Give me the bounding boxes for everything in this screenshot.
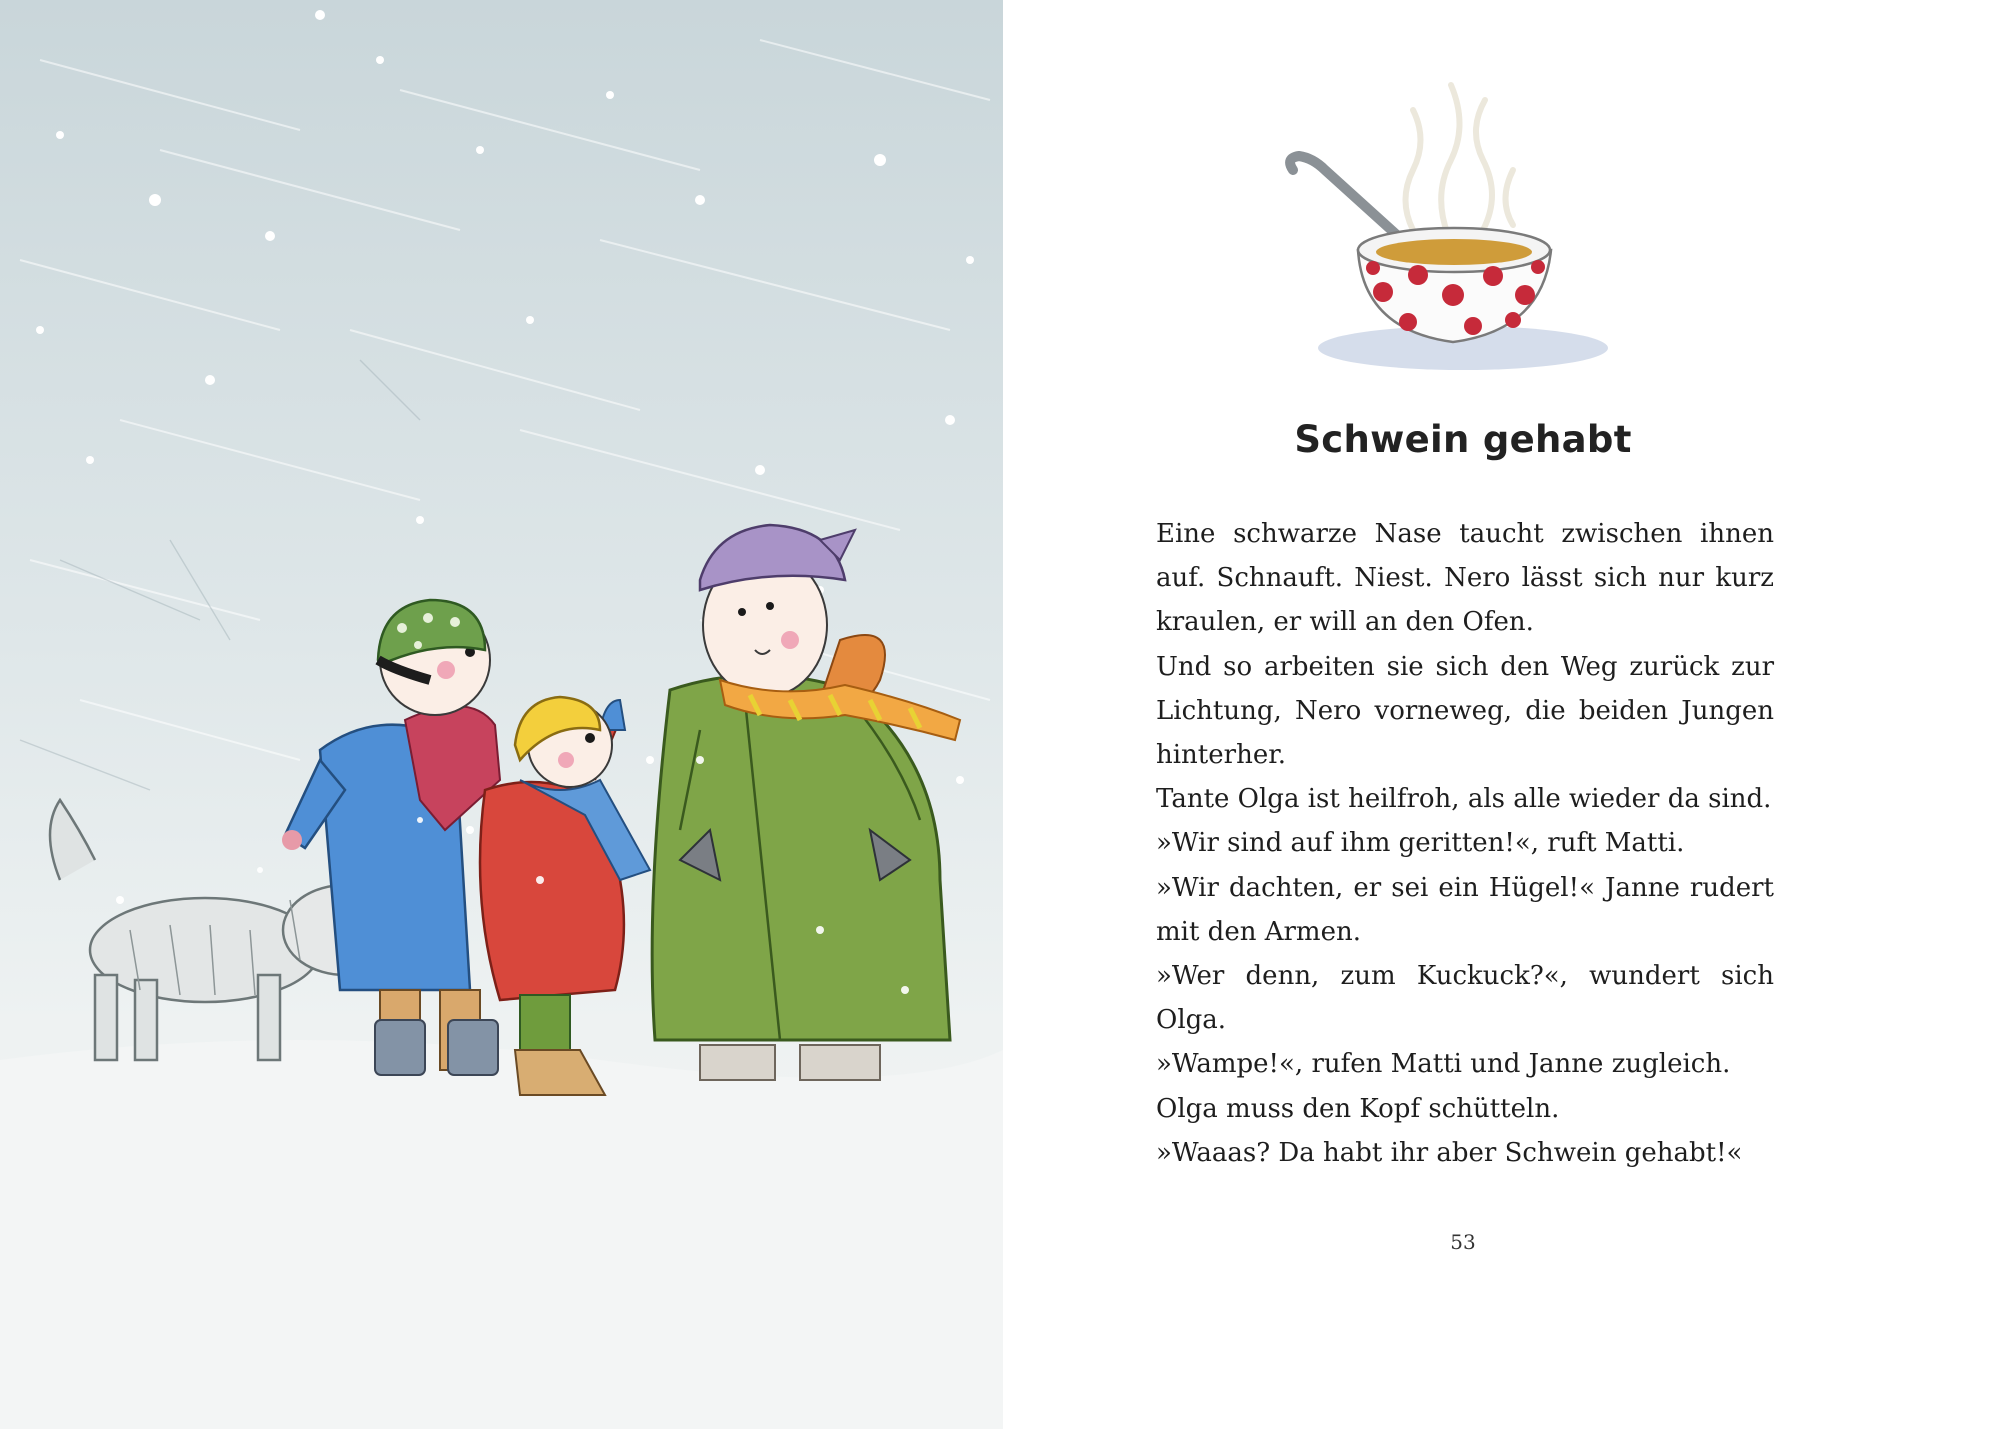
text-page — [1003, 0, 2000, 1429]
paragraph: »Wampe!«, rufen Matti und Janne zugleich. — [1156, 1049, 1731, 1080]
paragraph: »Wir sind auf ihm geritten!«, ruft Matti. — [1156, 828, 1685, 859]
paragraph: Eine schwarze Nase taucht zwischen ihnen auf. Schnauft. Niest. Nero lässt sich nur kurz kraulen, er will an den Ofen. — [1156, 519, 1774, 638]
soup-bowl-icon — [1273, 30, 1643, 400]
paragraph: »Wer denn, zum Kuckuck?«, wundert sich Olga. — [1156, 961, 1774, 1036]
paragraph: Und so arbeiten sie sich den Weg zurück zur Lichtung, Nero vorneweg, die beiden Jungen hinterher. — [1156, 651, 1774, 771]
paragraph: »Waaas? Da habt ihr aber Schwein gehabt!« — [1156, 1137, 1743, 1168]
paragraph: »Wir dachten, er sei ein Hügel!« Janne rudert mit den Armen. — [1156, 872, 1774, 947]
chapter-title: Schwein gehabt — [1294, 418, 1632, 461]
paragraph: Olga muss den Kopf schütteln. — [1156, 1093, 1560, 1124]
paragraph: Tante Olga ist heilfroh, als alle wieder da sind. — [1156, 784, 1772, 815]
page-number: 53 — [1450, 1230, 1476, 1254]
story-body — [1156, 512, 1774, 1175]
